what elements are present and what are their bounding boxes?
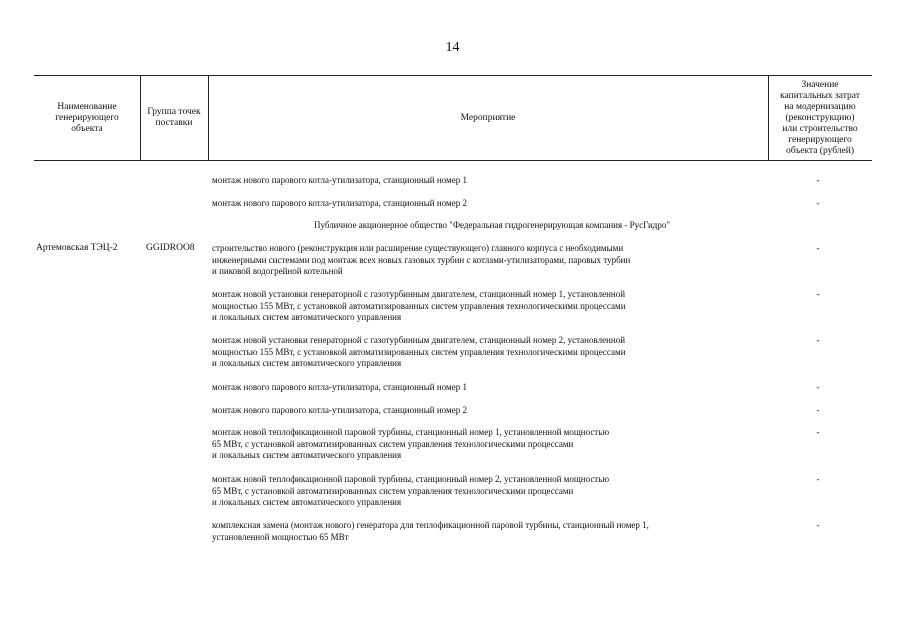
measure-text: монтаж новой установки генераторной с газотурбинным двигателем, станционный номер 1, установленной мощностью 155 МВт, с установкой автоматизированных систем управления технологическими процессами и локальных систем автоматического управления bbox=[212, 289, 626, 322]
header-object: Наименование генерирующего объекта bbox=[55, 101, 119, 134]
cost-value: - bbox=[816, 427, 820, 437]
group-code: GGIDROO8 bbox=[146, 243, 195, 253]
page-number: 14 bbox=[445, 40, 460, 55]
header-group: Группа точек поставки bbox=[147, 107, 201, 128]
measure-text: монтаж нового парового котла-утилизатора, станционный номер 1 bbox=[212, 382, 467, 392]
header-value: Значение капитальных затрат на модернизацию (реконструкцию) или строительство генерирующего объекта (рублей) bbox=[780, 79, 860, 156]
capital-costs-table bbox=[34, 75, 872, 542]
measure-text: монтаж нового парового котла-утилизатора, станционный номер 1 bbox=[212, 175, 467, 185]
cost-value: - bbox=[816, 405, 820, 415]
company-name: Публичное акционерное общество "Федеральная гидрогенерирующая компания - РусГидро" bbox=[313, 220, 671, 230]
cost-value: - bbox=[816, 289, 820, 299]
table-header bbox=[34, 75, 872, 161]
measure-text: комплексная замена (монтаж нового) генератора для теплофикационной паровой турбины, станционный номер 1, установленной мощностью 65 МВт bbox=[212, 520, 649, 542]
object-name: Артемовская ТЭЦ-2 bbox=[36, 243, 118, 253]
cost-value: - bbox=[816, 243, 820, 253]
measure-text: монтаж новой теплофикационной паровой турбины, станционный номер 1, установленной мощностью 65 МВт, с установкой автоматизированных систем управления технологическими процессами и локальных систем автоматического управления bbox=[212, 427, 610, 460]
measure-text: монтаж нового парового котла-утилизатора, станционный номер 2 bbox=[212, 198, 467, 208]
cost-value: - bbox=[816, 382, 820, 392]
measure-text: монтаж новой теплофикационной паровой турбины, станционный номер 2, установленной мощностью 65 МВт, с установкой автоматизированных систем управления технологическими процессами и локальных систем автоматического управления bbox=[212, 474, 610, 507]
cost-value: - bbox=[816, 520, 820, 530]
cost-value: - bbox=[816, 175, 820, 185]
measure-text: монтаж новой установки генераторной с газотурбинным двигателем, станционный номер 2, установленной мощностью 155 МВт, с установкой автоматизированных систем управления технологическими процессами и локальных систем автоматического управления bbox=[212, 335, 626, 368]
cost-value: - bbox=[816, 335, 820, 345]
cost-value: - bbox=[816, 198, 820, 208]
measure-text: строительство нового (реконструкция или расширение существующего) главного корпуса с необходимыми инженерными системами под монтаж всех новых газовых турбин с котлами-утилизаторами, паровых турбин и пиковой водогрейной котельной bbox=[212, 243, 631, 276]
header-measure: Мероприятие bbox=[460, 112, 516, 123]
cost-value: - bbox=[816, 474, 820, 484]
measure-text: монтаж нового парового котла-утилизатора, станционный номер 2 bbox=[212, 405, 467, 415]
